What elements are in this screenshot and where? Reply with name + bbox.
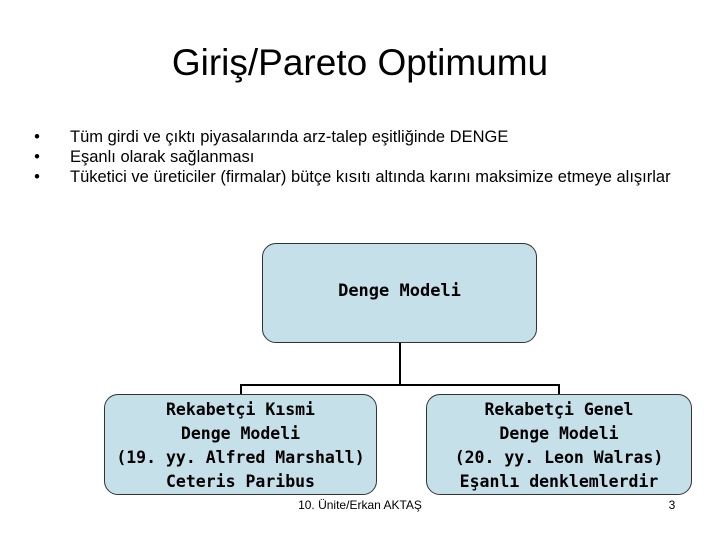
root-node-label: Denge Modeli (338, 281, 461, 301)
child-node-general-equilibrium (426, 394, 692, 495)
bullet-dot: • (34, 148, 40, 166)
bullet-list (30, 127, 690, 187)
bullet-item (30, 167, 690, 187)
page-number: 3 (668, 498, 676, 512)
connector-horizontal (240, 384, 560, 386)
bullet-item (30, 127, 690, 147)
node-line: Denge Modeli (499, 424, 619, 443)
node-line: (19. yy. Alfred Marshall) (116, 448, 365, 467)
bullet-dot: • (34, 128, 40, 146)
node-line: Eşanlı denklemlerdir (459, 472, 659, 491)
bullet-text: Tüketici ve üreticiler (firmalar) bütçe kısıtı altında karını maksimize etmeye alışırlar (70, 168, 671, 186)
node-line: (20. yy. Leon Walras) (454, 448, 664, 467)
node-line: Denge Modeli (180, 424, 301, 443)
bullet-dot: • (34, 168, 40, 186)
slide-title: Giriş/Pareto Optimumu (171, 42, 549, 83)
root-node-denge-modeli (262, 243, 537, 343)
node-line: Ceteris Paribus (165, 472, 315, 491)
bullet-item (30, 147, 690, 167)
bullet-text: Eşanlı olarak sağlanması (70, 148, 255, 166)
node-line: Rekabetçi Kısmi (165, 400, 315, 419)
slide-footer: 10. Ünite/Erkan AKTAŞ (298, 498, 422, 512)
connector-root-vertical (399, 343, 401, 385)
child-node-partial-equilibrium (104, 394, 377, 495)
bullet-text: Tüm girdi ve çıktı piyasalarında arz-talep eşitliğinde DENGE (70, 128, 509, 146)
node-line: Rekabetçi Genel (484, 400, 634, 419)
